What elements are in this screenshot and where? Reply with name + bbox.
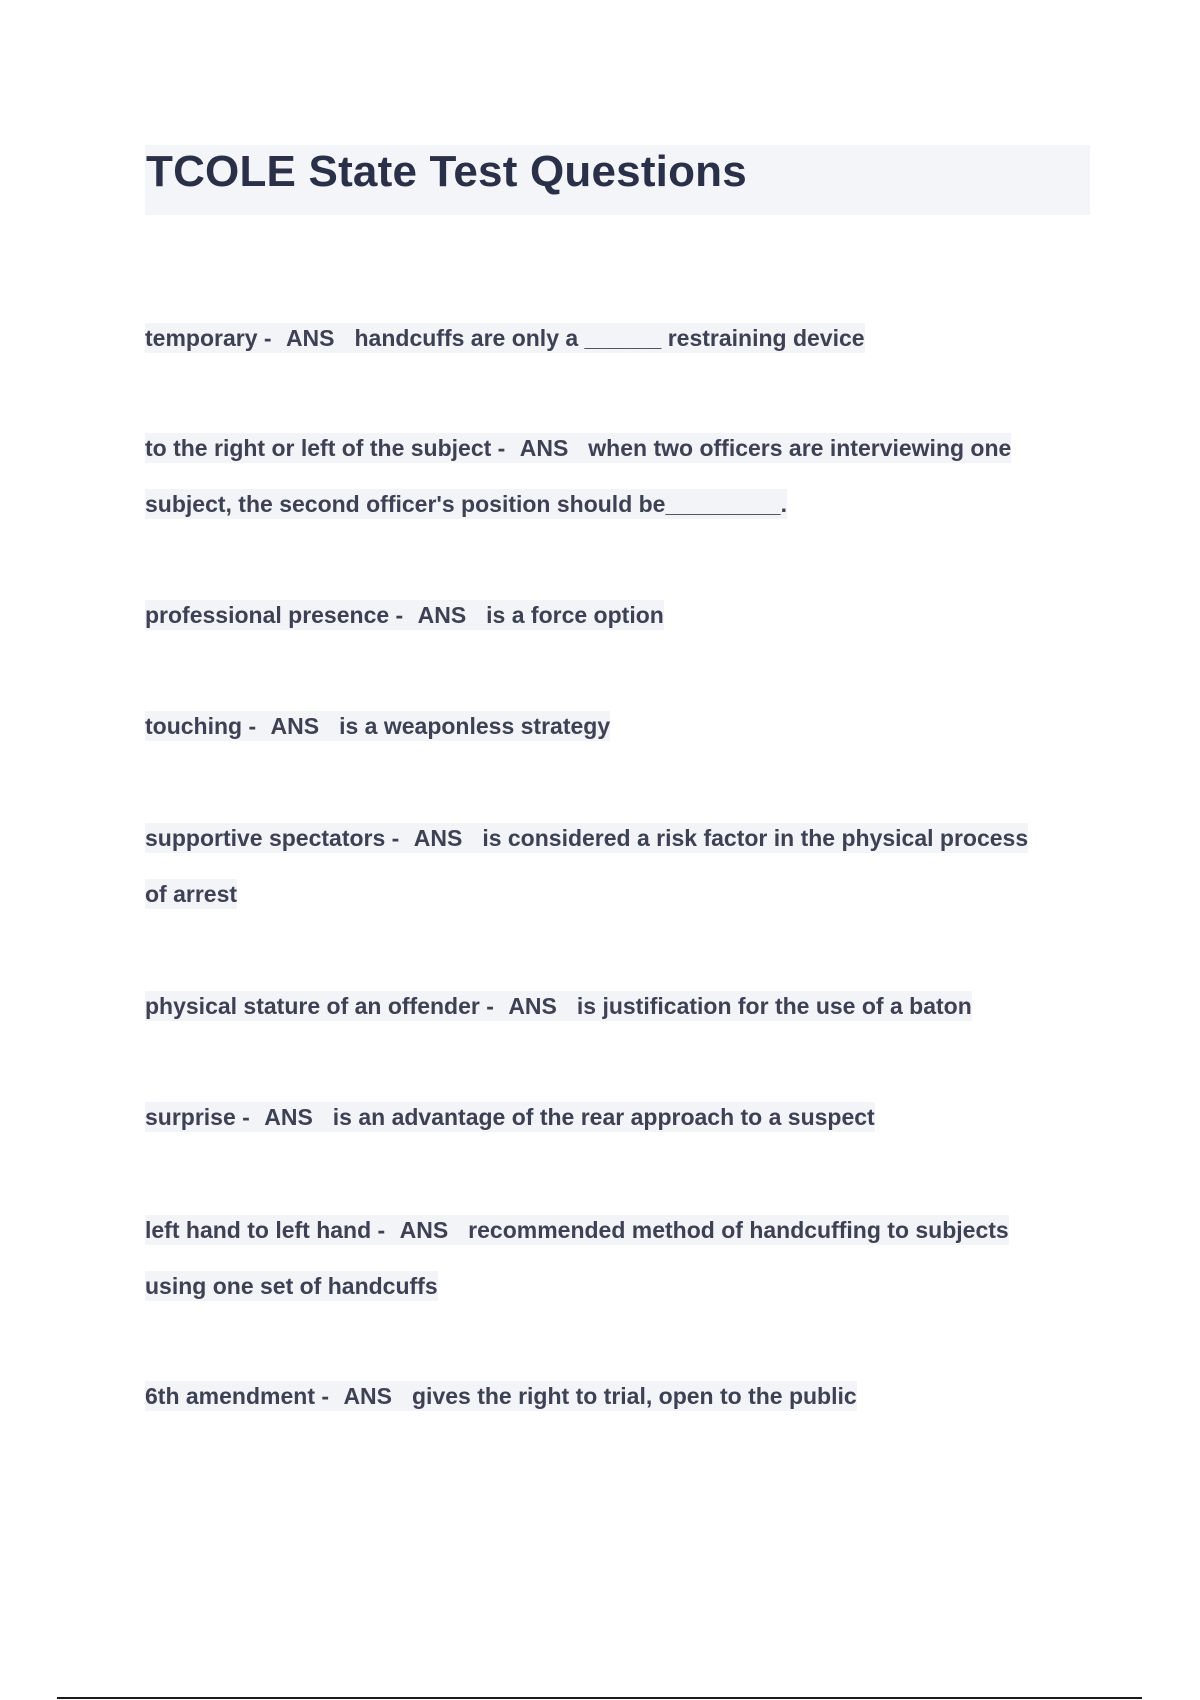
ans-label: ANS bbox=[399, 1217, 449, 1243]
ans-label: ANS bbox=[519, 435, 569, 461]
qa-item bbox=[145, 310, 1090, 366]
qa-separator: - bbox=[385, 825, 406, 851]
qa-term: touching bbox=[145, 713, 243, 739]
qa-answer-line: is an advantage of the rear approach to a suspect bbox=[332, 1104, 875, 1130]
qa-item bbox=[145, 978, 1090, 1034]
qa-answer-line: gives the right to trial, open to the public bbox=[412, 1383, 857, 1409]
qa-term: supportive spectators bbox=[145, 825, 386, 851]
qa-answer-line: of arrest bbox=[145, 881, 238, 907]
qa-answer-line: subject, the second officer's position should be_________. bbox=[145, 491, 787, 517]
qa-answer-line: handcuffs are only a ______ restraining device bbox=[354, 325, 865, 351]
qa-separator: - bbox=[314, 1383, 336, 1409]
qa-answer-line: is considered a risk factor in the physical process bbox=[482, 825, 1029, 851]
qa-separator: - bbox=[389, 602, 410, 628]
qa-term: left hand to left hand bbox=[145, 1217, 372, 1243]
ans-label: ANS bbox=[417, 602, 467, 628]
qa-answer-line: is a force option bbox=[486, 602, 664, 628]
qa-separator: - bbox=[491, 435, 512, 461]
qa-term: 6th amendment bbox=[145, 1383, 315, 1409]
qa-item bbox=[145, 698, 1090, 754]
page-bottom-divider bbox=[57, 1697, 1142, 1699]
page-title: TCOLE State Test Questions bbox=[146, 147, 747, 196]
qa-term: surprise bbox=[145, 1104, 236, 1130]
qa-item bbox=[145, 1089, 1090, 1145]
qa-item bbox=[145, 587, 1090, 643]
qa-term: professional presence bbox=[145, 602, 390, 628]
qa-separator: - bbox=[235, 1104, 257, 1130]
ans-label: ANS bbox=[264, 1104, 313, 1130]
ans-label: ANS bbox=[413, 825, 463, 851]
qa-separator: - bbox=[479, 993, 501, 1019]
qa-item bbox=[145, 810, 1090, 922]
ans-label: ANS bbox=[270, 713, 320, 739]
ans-label: ANS bbox=[285, 325, 335, 351]
ans-label: ANS bbox=[343, 1383, 392, 1409]
qa-item bbox=[145, 1202, 1090, 1314]
qa-term: to the right or left of the subject bbox=[145, 435, 492, 461]
qa-term: physical stature of an offender bbox=[145, 993, 480, 1019]
qa-item bbox=[145, 1368, 1090, 1424]
qa-answer-line: when two officers are interviewing one bbox=[588, 435, 1012, 461]
qa-answer-line: is justification for the use of a baton bbox=[576, 993, 972, 1019]
ans-label: ANS bbox=[508, 993, 557, 1019]
qa-separator: - bbox=[371, 1217, 392, 1243]
qa-answer-line: is a weaponless strategy bbox=[339, 713, 611, 739]
qa-answer-line: using one set of handcuffs bbox=[145, 1273, 438, 1299]
qa-item bbox=[145, 420, 1090, 532]
qa-answer-line: recommended method of handcuffing to subjects bbox=[468, 1217, 1009, 1243]
qa-separator: - bbox=[257, 325, 278, 351]
qa-separator: - bbox=[242, 713, 263, 739]
qa-term: temporary bbox=[145, 325, 258, 351]
